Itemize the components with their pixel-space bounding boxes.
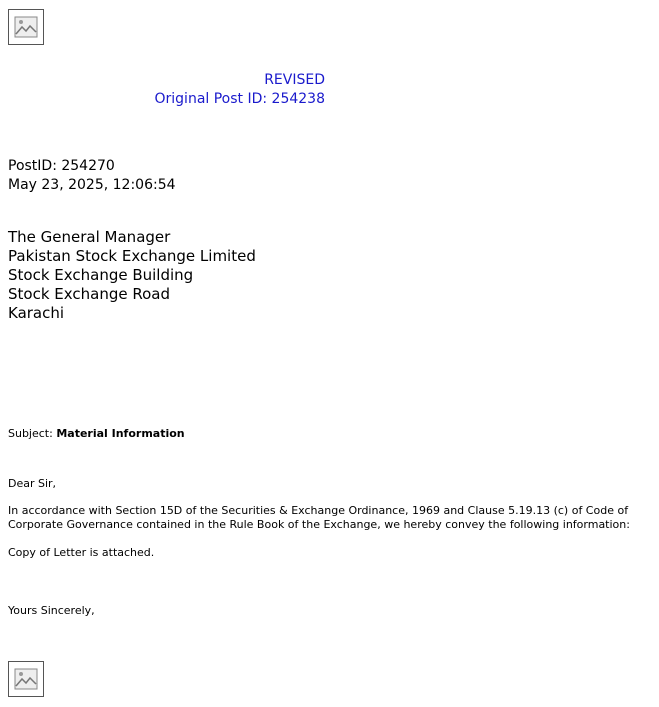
body-line: Corporate Governance contained in the Rule Book of the Exchange, we hereby convey the following information: (8, 518, 630, 531)
signature-image-placeholder (8, 661, 44, 697)
broken-image-icon (13, 666, 39, 692)
subject-text: Material Information (56, 427, 185, 440)
post-timestamp: May 23, 2025, 12:06:54 (8, 177, 176, 193)
closing: Yours Sincerely, (8, 604, 95, 617)
post-id: PostID: 254270 (8, 158, 115, 174)
company-logo-placeholder (8, 9, 44, 45)
post-info (8, 157, 176, 195)
address-line: Stock Exchange Building (8, 266, 194, 284)
address-line: Pakistan Stock Exchange Limited (8, 247, 256, 265)
address-line: Karachi (8, 304, 65, 322)
subject-line (8, 427, 185, 440)
revision-header (8, 71, 325, 109)
address-line: The General Manager (8, 228, 171, 246)
salutation: Dear Sir, (8, 477, 57, 490)
broken-image-icon (13, 14, 39, 40)
subject-label: Subject: (8, 427, 53, 440)
original-post-id: Original Post ID: 254238 (154, 91, 325, 107)
body-line: In accordance with Section 15D of the Securities & Exchange Ordinance, 1969 and Clause 5.19.13 (c) of Code of (8, 504, 629, 517)
recipient-address (8, 228, 256, 323)
revised-label: REVISED (264, 72, 325, 88)
attachment-note: Copy of Letter is attached. (8, 546, 155, 559)
address-line: Stock Exchange Road (8, 285, 170, 303)
letter-body (8, 504, 656, 532)
